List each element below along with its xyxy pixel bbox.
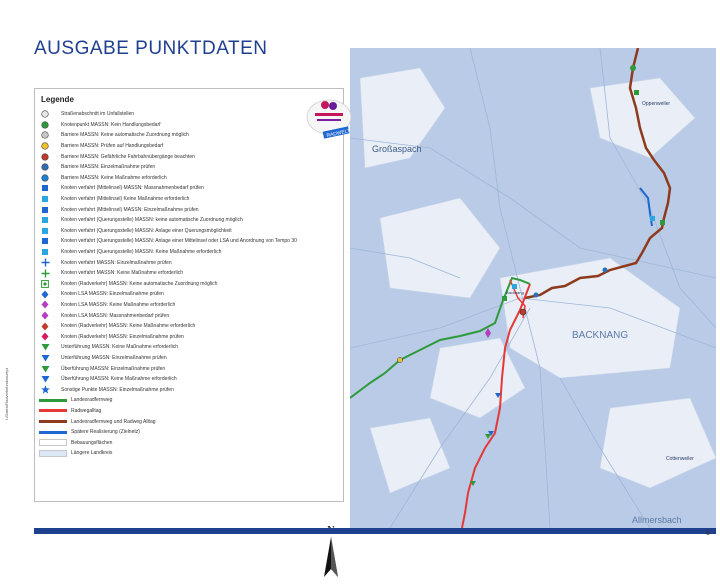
legend-plus-icon	[39, 258, 51, 267]
legend-line-swatch	[39, 420, 67, 423]
legend-item	[39, 226, 339, 237]
legend-circle-icon	[39, 110, 51, 119]
place-label-cottenweiler: Cottenweiler	[666, 456, 694, 462]
legend-square-icon	[39, 205, 51, 214]
legend-circle-icon	[39, 142, 51, 151]
map-canvas	[350, 48, 716, 528]
legend-item-label: Knotenpunkt MASSN: Kein Handlungsbedarf	[61, 121, 161, 128]
legend-circle-icon	[39, 173, 51, 182]
legend-area-swatch	[39, 439, 67, 446]
legend-list	[39, 109, 339, 459]
legend-item	[39, 194, 339, 205]
legend-item	[39, 183, 339, 194]
legend-item-label: Knoten verfahrt (Querungsstelle) MASSN: Anlage einer Querungsmöglichkeit	[61, 227, 232, 234]
place-label-backnang-small: Backnang	[506, 290, 524, 295]
legend-item-label: Sonstige Punkte MASSN: Einzelmaßnahme prüfen	[61, 386, 174, 393]
legend-triangle-down-icon	[39, 364, 51, 373]
legend-item-label: Barriere MASSN: Prüfen auf Handlungsbedarf	[61, 143, 164, 150]
legend-heading: Legende	[41, 95, 74, 104]
legend-line-swatch	[39, 409, 67, 412]
legend-item-label: Knoten LSA MASSN: Einzelmaßnahme prüfen	[61, 291, 164, 298]
legend-item	[39, 151, 339, 162]
legend-item-label: Knoten (Radverkehr) MASSN: Keine automatische Zuordnung möglich	[61, 280, 218, 287]
side-code: I:/Daten/Radverkehrskonzept	[4, 368, 9, 420]
legend-line-swatch	[39, 399, 67, 402]
legend-item	[39, 416, 339, 427]
legend-item-label: Überführung MASSN: Einzelmaßnahme prüfen	[61, 365, 166, 372]
legend-item-label: Knoten verfahrt (Mittelinsel) Keine Maßnahme erforderlich	[61, 196, 190, 203]
legend-circle-icon	[39, 131, 51, 140]
legend-item-label: Landesradfernweg	[71, 397, 113, 404]
legend-diamond-icon	[39, 311, 51, 320]
legend-diamond-icon	[39, 332, 51, 341]
legend-item-label: Überführung MASSN: Keine Maßnahme erforderlich	[61, 376, 177, 383]
legend-circle-icon	[39, 152, 51, 161]
legend-item-label: Straßenabschnitt im Unfallstellen	[61, 111, 135, 118]
slide-title: AUSGABE PUNKTDATEN	[34, 38, 268, 59]
legend-item	[39, 406, 339, 417]
legend-item-label: Unterführung MASSN: Keine Maßnahme erforderlich	[61, 344, 178, 351]
legend-item-label: Knoten verfahrt MASSN: Keine Maßnahme erforderlich	[61, 270, 183, 277]
legend-area-swatch	[39, 450, 67, 457]
legend-line-swatch	[39, 431, 67, 434]
legend-circle-icon	[39, 120, 51, 129]
legend-item	[39, 215, 339, 226]
legend-item	[39, 173, 339, 184]
legend-item-label: Bebauungsflächen	[71, 439, 113, 446]
legend-item-label: Unterführung MASSN: Einzelmaßnahme prüfen	[61, 354, 167, 361]
legend-item	[39, 395, 339, 406]
legend-item-label: Barriere MASSN: Gefährliche Fahrbahnübergänge beachten	[61, 153, 195, 160]
legend-item	[39, 448, 339, 459]
legend-item	[39, 130, 339, 141]
legend-circle-icon	[39, 163, 51, 172]
legend-item	[39, 353, 339, 364]
map[interactable]	[350, 48, 716, 528]
legend-item	[39, 279, 339, 290]
legend-box-x-icon	[39, 279, 51, 288]
legend-item	[39, 321, 339, 332]
legend-item-label: Längere Landkreis	[71, 450, 113, 457]
legend-plus-icon	[39, 269, 51, 278]
legend-item	[39, 289, 339, 300]
legend-item-label: Barriere MASSN: Einzelmaßnahme prüfen	[61, 164, 156, 171]
legend-item-label: Barriere MASSN: Keine Maßnahme erforderlich	[61, 174, 167, 181]
legend-item	[39, 300, 339, 311]
place-label-backnang: BACKNANG	[572, 330, 629, 341]
legend-item	[39, 247, 339, 258]
legend-item-label: Barriere MASSN: Keine automatische Zuordnung möglich	[61, 132, 189, 139]
legend-item-label: Knoten verfahrt (Querungsstelle) MASSN: keine automatische Zuordnung möglich	[61, 217, 243, 224]
legend-item	[39, 310, 339, 321]
legend-triangle-down-icon	[39, 343, 51, 352]
legend-item-label: Knoten verfahrt (Mittelinsel) MASSN: Einzelmaßnahme prüfen	[61, 206, 199, 213]
legend-item	[39, 268, 339, 279]
legend-item	[39, 437, 339, 448]
legend-item	[39, 374, 339, 385]
place-label-oppenweiler: Oppenweiler	[642, 101, 671, 107]
legend-item	[39, 236, 339, 247]
legend-item-label: Knoten verfahrt (Querungsstelle) MASSN: Anlage einer Mittelinsel oder LSA und Anordnung von Tempo 30	[61, 238, 297, 245]
legend-star-icon	[39, 385, 51, 394]
legend-item	[39, 427, 339, 438]
logo-text: RADWELT	[326, 128, 351, 139]
legend-square-icon	[39, 226, 51, 235]
place-label-allmersbach: Allmersbach	[632, 515, 682, 525]
legend-item	[39, 257, 339, 268]
page-number: 5	[706, 530, 710, 537]
footer-bar	[34, 528, 716, 534]
legend-item-label: Landesradfernweg und Radweg Alltag	[71, 418, 156, 425]
legend-item	[39, 384, 339, 395]
legend-panel	[34, 88, 351, 502]
legend-item-label: Knoten LSA MASSN: Keine Maßnahme erforderlich	[61, 301, 176, 308]
legend-item	[39, 204, 339, 215]
legend-item	[39, 162, 339, 173]
legend-item	[39, 141, 339, 152]
legend-item-label: Radwegalltag	[71, 407, 102, 414]
legend-item	[39, 120, 339, 131]
legend-triangle-down-icon	[39, 353, 51, 362]
legend-item-label: Knoten verfahrt (Mittelinsel) MASSN: Massnahmenbedarf prüfen	[61, 185, 204, 192]
legend-item-label: Knoten (Radverkehr) MASSN: Keine Maßnahme erforderlich	[61, 323, 196, 330]
legend-item	[39, 331, 339, 342]
legend-square-icon	[39, 237, 51, 246]
legend-item-label: Knoten verfahrt MASSN: Einzelmaßnahme prüfen	[61, 259, 172, 266]
legend-item-label: Knoten LSA MASSN: Massnahmenbedarf prüfen	[61, 312, 170, 319]
legend-square-icon	[39, 216, 51, 225]
legend-diamond-icon	[39, 290, 51, 299]
legend-item-label: Knoten verfahrt (Querungsstelle) MASSN: Keine Maßnahme erforderlich	[61, 249, 222, 256]
legend-square-icon	[39, 248, 51, 257]
legend-triangle-down-icon	[39, 375, 51, 384]
legend-item	[39, 109, 339, 120]
legend-diamond-icon	[39, 300, 51, 309]
legend-item	[39, 363, 339, 374]
place-label-grossaspach: Großaspach	[372, 144, 422, 154]
legend-item-label: Spätere Realisierung (Zielnetz)	[71, 429, 140, 436]
legend-item	[39, 342, 339, 353]
legend-square-icon	[39, 195, 51, 204]
legend-square-icon	[39, 184, 51, 193]
legend-item-label: Knoten (Radverkehr) MASSN: Einzelmaßnahme prüfen	[61, 333, 184, 340]
legend-diamond-icon	[39, 322, 51, 331]
